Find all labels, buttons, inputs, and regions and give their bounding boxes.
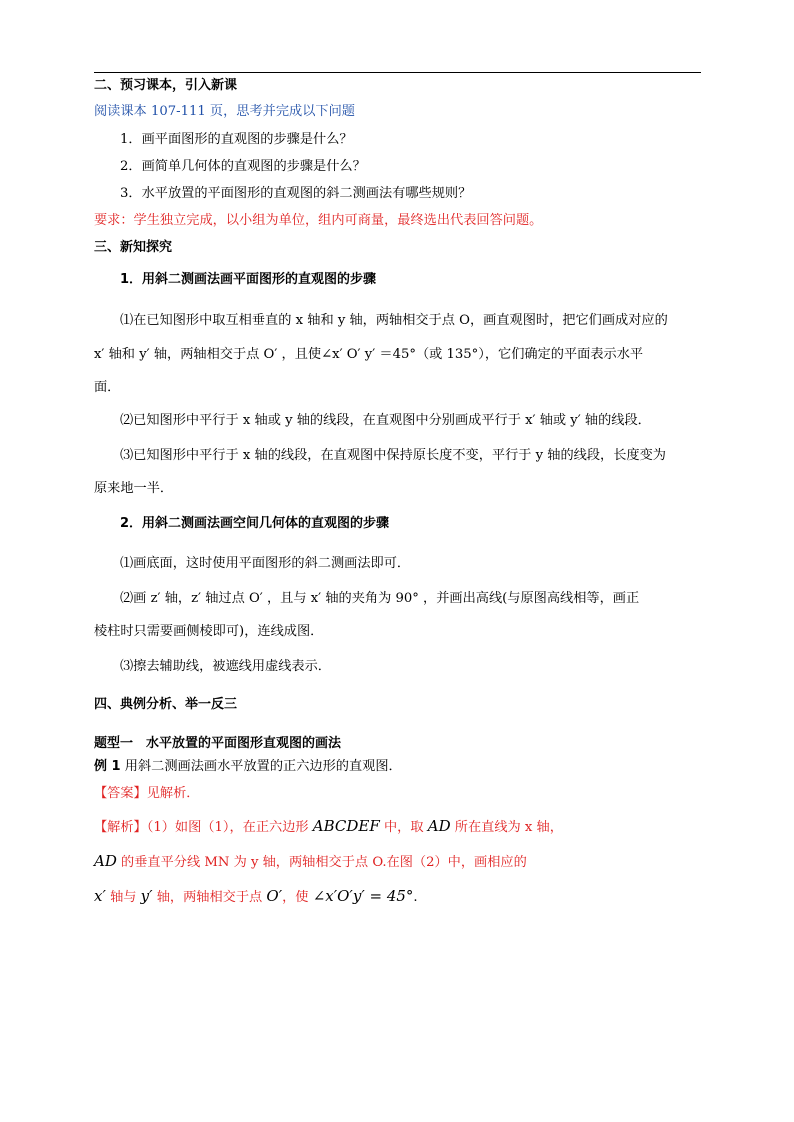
question-1: 1．画平面图形的直观图的步骤是什么？ [120,132,353,147]
analysis-text: 中，取 [379,820,428,835]
section-3-title: 三、新知探究 [94,240,173,255]
analysis-period: . [413,890,418,905]
example-1 [94,757,714,777]
analysis-text: 所在直线为 x 轴， [450,820,563,835]
analysis-line-2 [94,851,714,873]
analysis-text: （1）如图（1），在正六边形 [146,820,313,835]
step-1-line-a: ⑴在已知图形中取互相垂直的 x 轴和 y 轴，两轴相交于点 O，画直观图时，把它们画成对应的 [120,313,668,328]
answer-text: 见解析． [146,786,200,801]
step-3-line-b: 原来地一半． [94,481,174,496]
subsection-2-title: 2．用斜二测画法画空间几何体的直观图的步骤 [120,516,390,531]
math-y-prime: y′ [140,887,153,905]
question-3: 3．水平放置的平面图形的直观图的斜二测画法有哪些规则？ [120,186,472,201]
analysis-line-1 [94,816,714,838]
math-hexagon: ABCDEF [312,817,380,835]
math-angle: ∠x′O′y′ = 45° [312,887,414,905]
analysis-text: ，使 [282,890,313,905]
step-2: ⑵已知图形中平行于 x 轴或 y 轴的线段，在直观图中分别画成平行于 x′ 轴或 y′ 轴的线段． [120,413,651,428]
question-2: 2．画简单几何体的直观图的步骤是什么？ [120,159,366,174]
section-4-title: 四、典例分析、举一反三 [94,697,238,712]
analysis-line-3 [94,886,714,908]
math-o-prime: O′ [266,887,283,905]
step-3-line-a: ⑶已知图形中平行于 x 轴的线段，在直观图中保持原长度不变，平行于 y 轴的线段，长度变为 [120,448,666,463]
type-1-title: 题型一 水平放置的平面图形直观图的画法 [94,736,342,751]
math-ad: AD [427,817,451,835]
math-ad: AD [94,852,117,870]
analysis-text: 轴与 [105,890,141,905]
header-rule [94,72,701,73]
step-1-line-c: 面． [94,380,121,395]
section-2-title: 二、预习课本，引入新课 [94,78,238,93]
section-2-intro: 阅读课本 107-111 页，思考并完成以下问题 [94,104,355,119]
step-1-line-b: x′ 轴和 y′ 轴，两轴相交于点 O′ ，且使∠x′ O′ y′ ＝45°（或 135°），它们确定的平面表示水平 [94,347,644,362]
solid-step-1: ⑴画底面，这时使用平面图形的斜二测画法即可． [120,556,411,571]
math-x-prime: x′ [94,887,106,905]
requirement: 要求：学生独立完成，以小组为单位，组内可商量，最终选出代表回答问题。 [94,213,543,228]
example-1-label: 例 1 [94,759,121,774]
analysis-tag: 【解析】 [94,820,147,835]
example-1-text: 用斜二测画法画水平放置的正六边形的直观图． [124,759,402,774]
solid-step-2-line-a: ⑵画 z′ 轴，z′ 轴过点 O′ ，且与 x′ 轴的夹角为 90° ，并画出高线(与原图高线相等，画正 [120,591,640,606]
solid-step-3: ⑶擦去辅助线，被遮线用虚线表示． [120,659,331,674]
analysis-text: 的垂直平分线 MN 为 y 轴，两轴相交于点 O.在图（2）中，画相应的 [116,855,527,870]
analysis-text: 轴，两轴相交于点 [152,890,267,905]
subsection-1-title: 1．用斜二测画法画平面图形的直观图的步骤 [120,272,377,287]
answer [94,784,714,804]
answer-tag: 【答案】 [94,786,147,801]
solid-step-2-line-b: 棱柱时只需要画侧棱即可)，连线成图． [94,624,324,639]
